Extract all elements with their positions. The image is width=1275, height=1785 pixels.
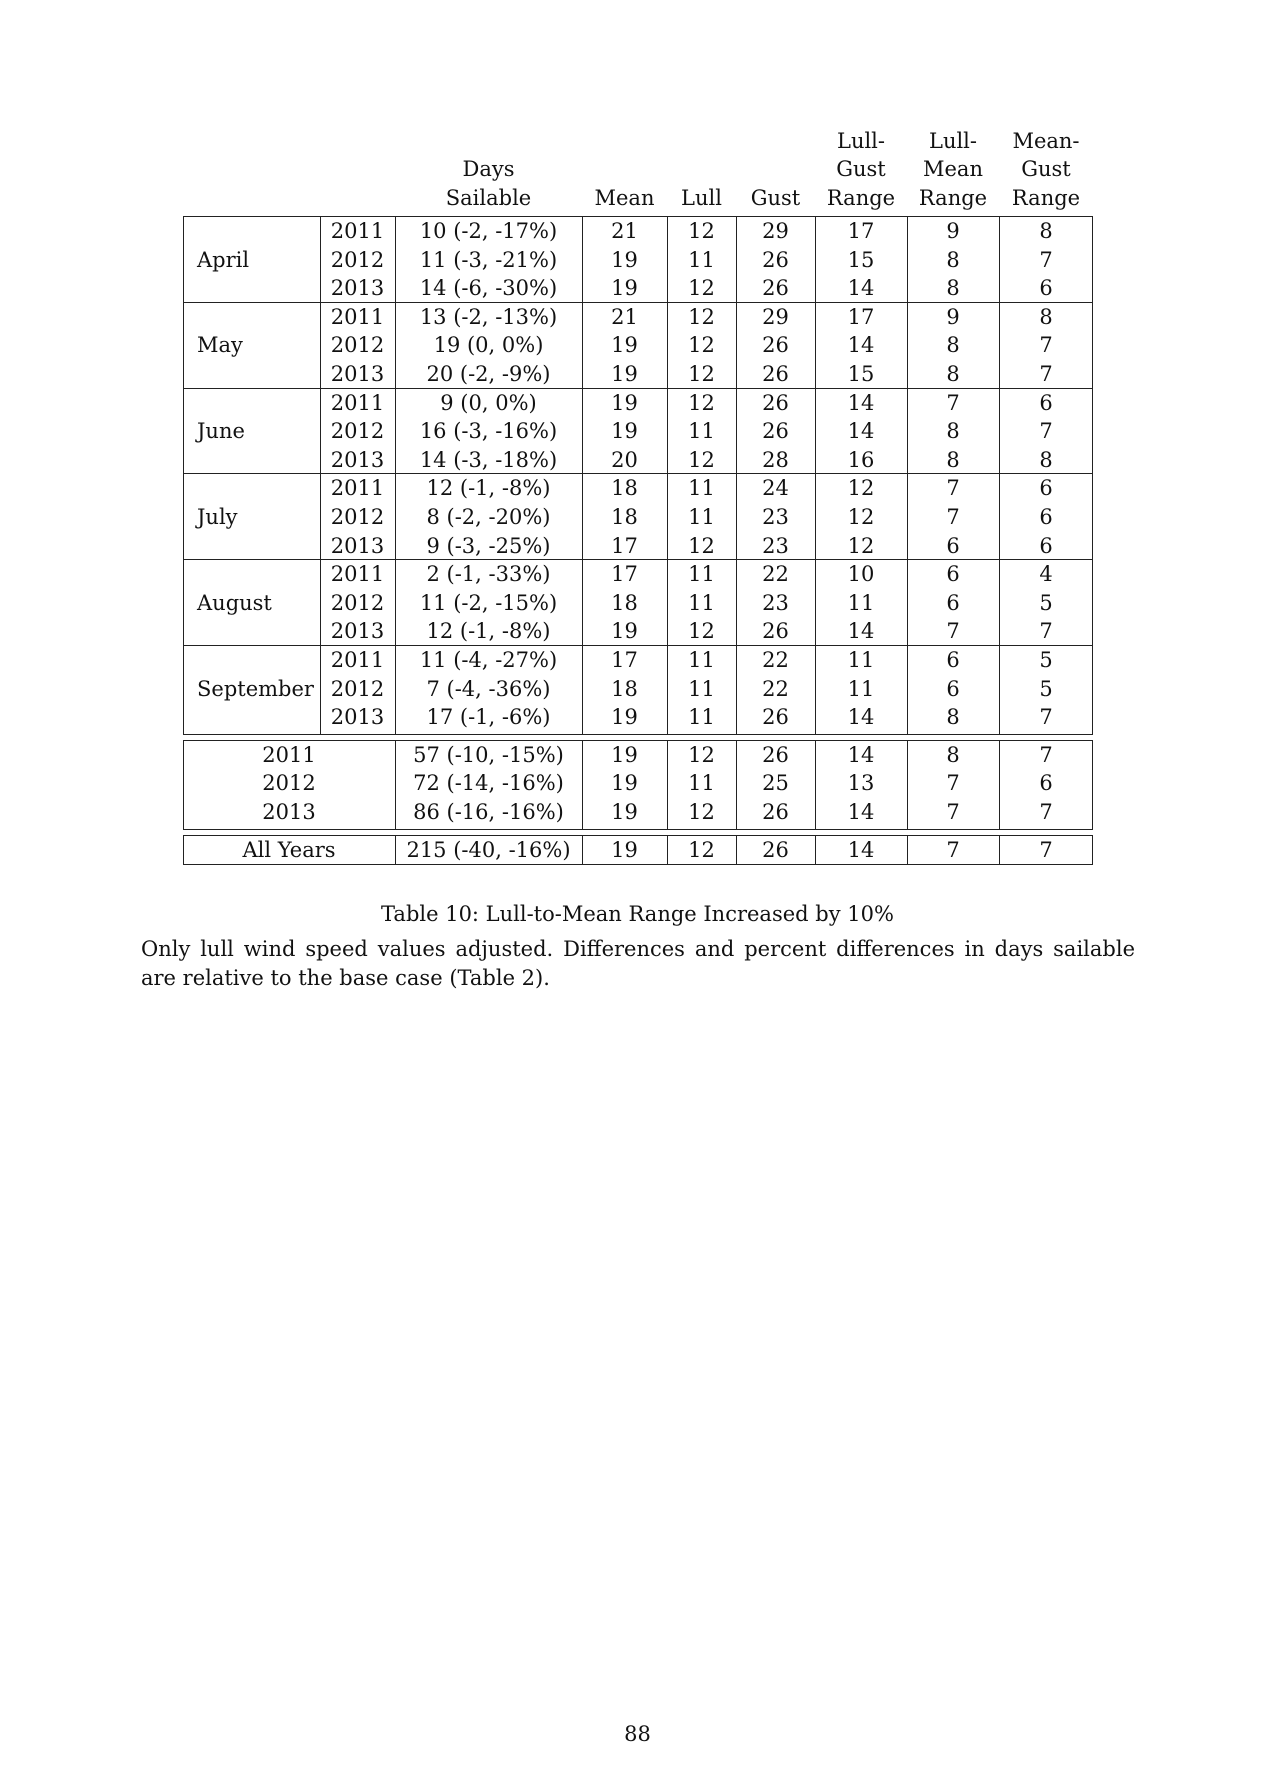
value-cell: 6 [946, 590, 960, 615]
value-cell: 14 [847, 390, 875, 415]
value-cell: 28 [762, 447, 789, 472]
value-cell: 5 [1039, 590, 1053, 615]
header-lull-gust-range-line: Range [826, 185, 896, 210]
value-cell: 9 (0, 0%) [440, 390, 537, 415]
value-cell: 7 [946, 476, 960, 501]
value-cell: 19 [611, 705, 638, 730]
all-years-value: 19 [611, 837, 638, 862]
header-mean-gust-range-line: Mean- [1012, 128, 1080, 153]
year-total-value: 19 [611, 742, 638, 767]
value-cell: 21 [611, 219, 638, 243]
value-cell: 11 [847, 676, 875, 701]
year-cell: 2013 [330, 705, 385, 730]
value-cell: 11 [688, 247, 715, 272]
year-cell: 2012 [330, 590, 385, 615]
header-mean-line: Mean [594, 185, 655, 210]
header-lull-gust-range-line: Gust [836, 157, 886, 181]
value-cell: 14 [847, 705, 875, 730]
year-total-value: 12 [688, 800, 715, 824]
year-total-value: 26 [762, 800, 789, 824]
value-cell: 26 [762, 333, 789, 358]
all-years-value: 7 [946, 837, 960, 862]
year-cell: 2011 [330, 562, 385, 587]
all-years-value: 215 (-40, -16%) [406, 837, 571, 862]
value-cell: 4 [1039, 562, 1053, 587]
value-cell: 8 [946, 247, 960, 272]
value-cell: 11 [688, 476, 715, 501]
value-cell: 26 [762, 619, 789, 644]
value-cell: 16 (-3, -16%) [419, 419, 558, 444]
value-cell: 11 [688, 676, 715, 701]
all-years-value: 7 [1039, 837, 1053, 862]
value-cell: 17 [611, 562, 638, 587]
year-cell: 2013 [330, 362, 385, 386]
value-cell: 7 [1039, 705, 1053, 730]
value-cell: 26 [762, 705, 789, 730]
value-cell: 12 [688, 533, 715, 558]
value-cell: 21 [611, 304, 638, 329]
header-lull-mean-range-line: Range [918, 185, 988, 210]
header-lull-mean-range-line: Mean [923, 157, 983, 181]
value-cell: 11 (-3, -21%) [419, 247, 558, 272]
value-cell: 6 [1039, 476, 1053, 501]
value-cell: 12 [688, 276, 715, 301]
year-cell: 2011 [330, 648, 385, 672]
value-cell: 23 [762, 533, 789, 558]
header-gust-line: Gust [750, 185, 801, 210]
value-cell: 12 (-1, -8%) [426, 476, 551, 501]
value-cell: 7 [1039, 362, 1053, 386]
value-cell: 6 [1039, 390, 1053, 415]
value-cell: 11 [847, 590, 875, 615]
value-cell: 6 [946, 676, 960, 701]
year-total-value: 25 [762, 771, 789, 796]
value-cell: 8 [946, 276, 960, 301]
value-cell: 18 [611, 676, 638, 701]
value-cell: 17 [611, 533, 638, 558]
value-cell: 8 [946, 419, 960, 444]
value-cell: 7 (-4, -36%) [426, 676, 551, 701]
value-cell: 11 (-2, -15%) [419, 590, 558, 615]
value-cell: 11 [688, 705, 715, 730]
year-cell: 2013 [330, 276, 385, 301]
value-cell: 6 [1039, 533, 1053, 558]
year-total-value: 14 [847, 800, 875, 824]
year-cell: 2012 [330, 419, 385, 444]
table-note: Only lull wind speed values adjusted. Differences and percent differences in days sailable are relative to the base case (Table 2). [141, 937, 1135, 990]
value-cell: 12 (-1, -8%) [426, 619, 551, 644]
table-caption: Table 10: Lull-to-Mean Range Increased by 10% [381, 902, 894, 926]
year-cell: 2013 [330, 619, 385, 644]
all-years-label: All Years [242, 837, 336, 862]
year-total-value: 86 (-16, -16%) [413, 800, 564, 824]
header-lull-gust-range-line: Lull- [837, 128, 885, 153]
value-cell: 18 [611, 590, 638, 615]
value-cell: 7 [946, 505, 960, 529]
year-total-value: 19 [611, 771, 638, 796]
value-cell: 20 [611, 447, 638, 472]
value-cell: 6 [946, 648, 960, 672]
value-cell: 26 [762, 276, 789, 301]
year-total-value: 7 [1039, 742, 1053, 767]
value-cell: 8 [946, 362, 960, 386]
year-total-value: 6 [1039, 771, 1053, 796]
year-total-value: 26 [762, 742, 789, 767]
value-cell: 26 [762, 362, 789, 386]
value-cell: 8 [946, 705, 960, 730]
value-cell: 29 [762, 304, 789, 329]
year-cell: 2011 [330, 390, 385, 415]
value-cell: 2 (-1, -33%) [426, 562, 551, 587]
year-total-value: 8 [946, 742, 960, 767]
year-cell: 2012 [330, 676, 385, 701]
value-cell: 19 [611, 619, 638, 644]
header-lull-mean-range-line: Lull- [929, 128, 977, 153]
value-cell: 10 (-2, -17%) [419, 219, 558, 243]
value-cell: 11 [688, 562, 715, 587]
year-total-value: 7 [946, 800, 960, 824]
value-cell: 11 [847, 648, 875, 672]
month-label: May [197, 333, 243, 358]
value-cell: 5 [1039, 648, 1053, 672]
value-cell: 11 [688, 419, 715, 444]
value-cell: 15 [847, 362, 875, 386]
value-cell: 14 [847, 419, 875, 444]
year-total-value: 7 [946, 771, 960, 796]
year-total-value: 7 [1039, 800, 1053, 824]
value-cell: 9 [946, 219, 960, 243]
header-days-sailable-line: Days [462, 157, 515, 181]
year-total-value: 72 (-14, -16%) [413, 771, 564, 796]
value-cell: 23 [762, 590, 789, 615]
value-cell: 26 [762, 247, 789, 272]
value-cell: 14 [847, 333, 875, 358]
header-mean-gust-range-line: Range [1011, 185, 1081, 210]
value-cell: 8 [946, 333, 960, 358]
value-cell: 26 [762, 390, 789, 415]
year-total-label: 2011 [262, 742, 316, 767]
value-cell: 23 [762, 505, 789, 529]
value-cell: 11 [688, 505, 715, 529]
value-cell: 22 [762, 648, 789, 672]
year-cell: 2011 [330, 304, 385, 329]
value-cell: 8 (-2, -20%) [426, 505, 551, 529]
value-cell: 6 [946, 533, 960, 558]
header-lull-line: Lull [681, 185, 722, 210]
year-total-label: 2012 [262, 771, 316, 796]
year-total-value: 19 [611, 800, 638, 824]
value-cell: 12 [688, 333, 715, 358]
value-cell: 18 [611, 505, 638, 529]
value-cell: 18 [611, 476, 638, 501]
value-cell: 17 [611, 648, 638, 672]
year-total-value: 12 [688, 742, 715, 767]
all-years-value: 14 [847, 837, 875, 862]
value-cell: 16 [847, 447, 875, 472]
value-cell: 7 [1039, 247, 1053, 272]
value-cell: 7 [1039, 419, 1053, 444]
value-cell: 20 (-2, -9%) [426, 362, 551, 386]
value-cell: 12 [688, 619, 715, 644]
value-cell: 19 [611, 333, 638, 358]
value-cell: 8 [1039, 304, 1053, 329]
page-number: 88 [624, 1722, 651, 1746]
value-cell: 7 [1039, 333, 1053, 358]
value-cell: 8 [1039, 447, 1053, 472]
value-cell: 19 [611, 276, 638, 301]
month-label: April [197, 247, 250, 272]
value-cell: 14 (-3, -18%) [419, 447, 558, 472]
header-days-sailable-line: Sailable [445, 185, 532, 210]
value-cell: 22 [762, 562, 789, 587]
value-cell: 17 [847, 219, 875, 243]
year-cell: 2013 [330, 533, 385, 558]
value-cell: 13 (-2, -13%) [419, 304, 558, 329]
all-years-value: 26 [762, 837, 789, 862]
year-cell: 2012 [330, 333, 385, 358]
value-cell: 14 [847, 276, 875, 301]
value-cell: 6 [946, 562, 960, 587]
value-cell: 19 [611, 419, 638, 444]
value-cell: 5 [1039, 676, 1053, 701]
year-cell: 2011 [330, 219, 385, 243]
value-cell: 12 [847, 533, 875, 558]
value-cell: 9 [946, 304, 960, 329]
value-cell: 14 (-6, -30%) [419, 276, 558, 301]
year-total-value: 57 (-10, -15%) [413, 742, 564, 767]
value-cell: 7 [946, 390, 960, 415]
year-total-value: 14 [847, 742, 875, 767]
value-cell: 22 [762, 676, 789, 701]
value-cell: 15 [847, 247, 875, 272]
value-cell: 6 [1039, 505, 1053, 529]
value-cell: 10 [847, 562, 875, 587]
value-cell: 7 [946, 619, 960, 644]
value-cell: 12 [688, 362, 715, 386]
value-cell: 19 [611, 390, 638, 415]
year-cell: 2011 [330, 476, 385, 501]
year-cell: 2012 [330, 505, 385, 529]
value-cell: 17 [847, 304, 875, 329]
month-label: September [197, 676, 314, 701]
month-label: August [197, 590, 272, 615]
all-years-value: 12 [688, 837, 715, 862]
year-total-value: 13 [847, 771, 875, 796]
year-cell: 2012 [330, 247, 385, 272]
value-cell: 11 [688, 648, 715, 672]
value-cell: 6 [1039, 276, 1053, 301]
value-cell: 8 [946, 447, 960, 472]
value-cell: 19 [611, 247, 638, 272]
year-total-value: 11 [688, 771, 715, 796]
value-cell: 11 [688, 590, 715, 615]
value-cell: 12 [688, 304, 715, 329]
value-cell: 29 [762, 219, 789, 243]
year-total-label: 2013 [262, 800, 316, 824]
value-cell: 19 (0, 0%) [433, 333, 544, 358]
value-cell: 26 [762, 419, 789, 444]
value-cell: 12 [688, 219, 715, 243]
value-cell: 8 [1039, 219, 1053, 243]
value-cell: 17 (-1, -6%) [426, 705, 551, 730]
header-mean-gust-range-line: Gust [1021, 157, 1071, 181]
value-cell: 12 [688, 390, 715, 415]
value-cell: 9 (-3, -25%) [426, 533, 551, 558]
year-cell: 2013 [330, 447, 385, 472]
month-label: June [197, 419, 245, 444]
value-cell: 12 [847, 505, 875, 529]
value-cell: 11 (-4, -27%) [419, 648, 558, 672]
value-cell: 14 [847, 619, 875, 644]
value-cell: 12 [847, 476, 875, 501]
month-label: July [197, 505, 238, 529]
value-cell: 7 [1039, 619, 1053, 644]
value-cell: 24 [762, 476, 789, 501]
value-cell: 19 [611, 362, 638, 386]
value-cell: 12 [688, 447, 715, 472]
